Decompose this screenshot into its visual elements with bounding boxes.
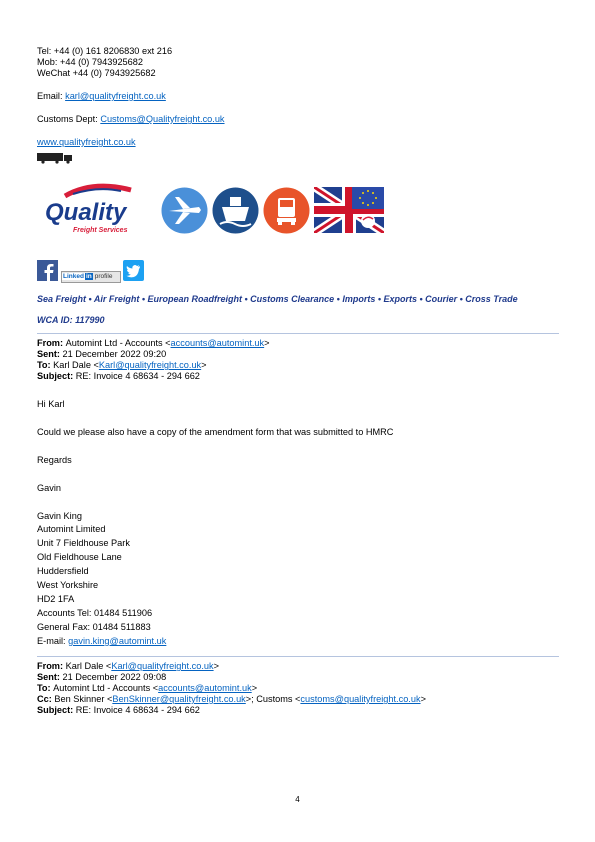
sea-freight-icon (212, 187, 259, 234)
cc-email-link-2[interactable]: customs@qualityfreight.co.uk (300, 694, 421, 704)
email-document (37, 46, 557, 716)
truck-icon (37, 152, 74, 164)
email-1-regards: Regards (37, 455, 72, 465)
customs-email-link[interactable]: Customs@Qualityfreight.co.uk (100, 114, 225, 124)
email-1-signature: Gavin King Automint Limited Unit 7 Fieldhouse Park Old Fieldhouse Lane Huddersfield West Yorkshire HD2 1FA Accounts Tel: 01484 511906 General Fax: 01484 511883 E-mail: gavin.king@automint.uk (37, 511, 167, 646)
sig-email-link[interactable]: karl@qualityfreight.co.uk (65, 91, 166, 101)
separator-2 (37, 656, 559, 657)
sig-mob: Mob: +44 (0) 7943925682 (37, 57, 143, 67)
road-freight-icon (263, 187, 310, 234)
email-1-signoff: Gavin (37, 483, 62, 493)
email-2-header: From: Karl Dale <Karl@qualityfreight.co.uk> Sent: 21 December 2022 09:08 To: Automint Ltd - Accounts <accounts@automint.uk> Cc: Ben Skinner <BenSkinner@qualityfreight.co.uk>; Customs <customs@qualityfreight.co.uk> Subject: RE: Invoice 4 68634 - 294 662 (37, 661, 426, 715)
facebook-icon[interactable] (37, 260, 58, 281)
company-logos (37, 176, 557, 246)
wca-id: WCA ID: 117990 (37, 315, 105, 325)
linkedin-profile-badge[interactable]: Linked in profile (61, 271, 121, 283)
social-links (37, 260, 557, 284)
uk-eu-flag (314, 187, 384, 233)
sig-email-line: Email: karl@qualityfreight.co.uk (37, 91, 166, 101)
email-1-body: Could we please also have a copy of the amendment form that was submitted to HMRC (37, 427, 394, 437)
sig-tel: Tel: +44 (0) 161 8206830 ext 216 (37, 46, 173, 56)
svg-text:Freight Services: Freight Services (73, 227, 128, 234)
from-email-link[interactable]: accounts@automint.uk (170, 338, 265, 348)
quality-freight-logo (43, 182, 138, 238)
from-email-link-2[interactable]: Karl@qualityfreight.co.uk (111, 661, 214, 671)
services-tagline: Sea Freight • Air Freight • European Roadfreight • Customs Clearance • Imports • Exports • Courier • Cross Trade (37, 294, 518, 304)
page-number: 4 (295, 795, 300, 804)
separator (37, 333, 559, 334)
sig-customs-line: Customs Dept: Customs@Qualityfreight.co.uk (37, 114, 225, 124)
air-freight-icon (161, 187, 208, 234)
email-1-greeting: Hi Karl (37, 399, 65, 409)
to-email-link[interactable]: Karl@qualityfreight.co.uk (98, 360, 202, 370)
twitter-icon[interactable] (123, 260, 144, 281)
to-email-link-2[interactable]: accounts@automint.uk (158, 683, 252, 693)
cc-email-link-1[interactable]: BenSkinner@qualityfreight.co.uk (112, 694, 246, 704)
email-1-header: From: Automint Ltd - Accounts <accounts@automint.uk> Sent: 21 December 2022 09:20 To: Karl Dale <Karl@qualityfreight.co.uk> Subject: RE: Invoice 4 68634 - 294 662 (37, 338, 270, 381)
sig-wechat: WeChat +44 (0) 7943925682 (37, 68, 156, 78)
svg-text:Quality: Quality (45, 199, 127, 226)
gavin-email-link[interactable]: gavin.king@automint.uk (68, 636, 167, 646)
website-link[interactable]: www.qualityfreight.co.uk (37, 137, 136, 147)
